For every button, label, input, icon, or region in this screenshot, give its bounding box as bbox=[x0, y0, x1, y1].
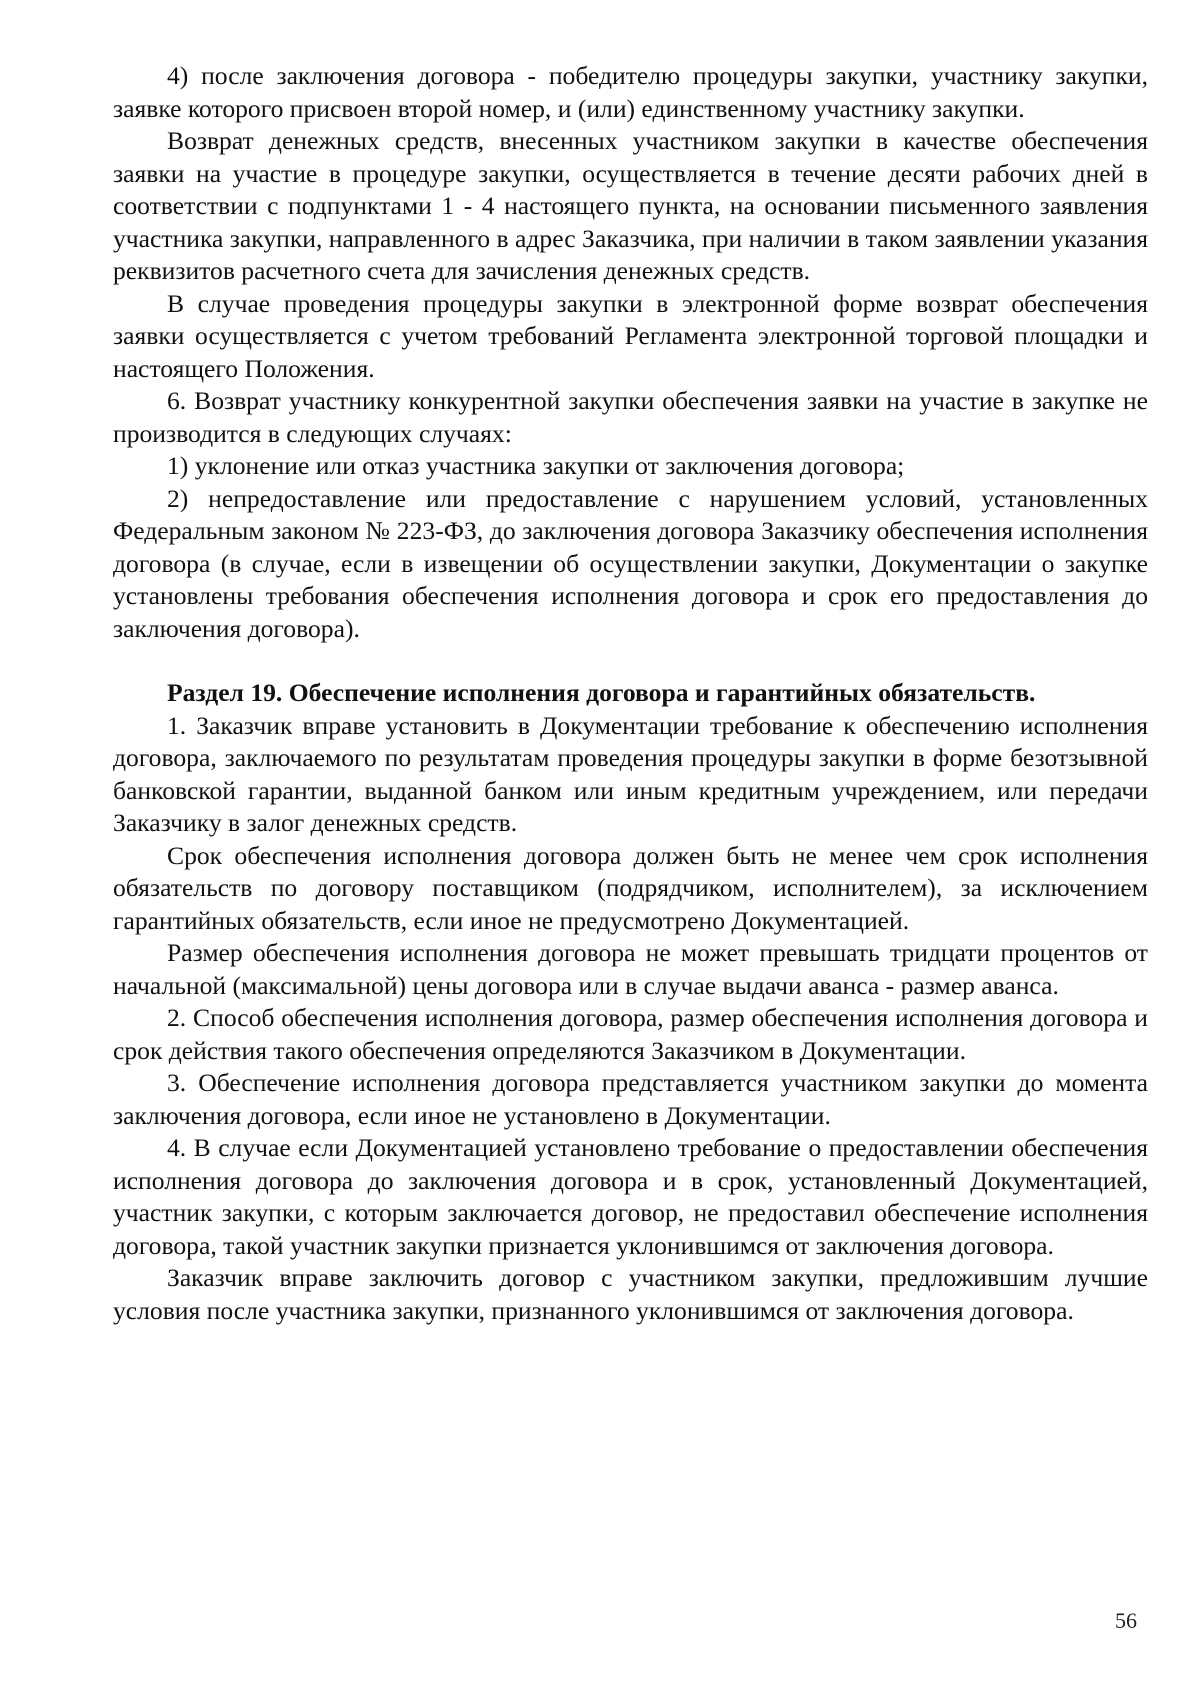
section-heading: Раздел 19. Обеспечение исполнения договора и гарантийных обязательств. bbox=[167, 678, 1036, 707]
paragraph: 1. Заказчик вправе установить в Документации требование к обеспечению исполнения договора, заключаемого по результатам проведения процедуры закупки в форме безотзывной банковской гарантии, выданной банком или иным кредитным учреждением, или передачи Заказчику в залог денежных средств. bbox=[113, 710, 1148, 837]
paragraph: 2) непредоставление или предоставление с нарушением условий, установленных Федеральным законом № 223-ФЗ, до заключения договора Заказчику обеспечения исполнения договора (в случае, если в извещении об осуществлении закупки, Документации о закупке установлены требования обеспечения исполнения договора и срок его предоставления до заключения договора). bbox=[113, 483, 1148, 643]
paragraph: 6. Возврат участнику конкурентной закупки обеспечения заявки на участие в закупке не производится в следующих случаях: bbox=[113, 386, 1148, 448]
page-number: 56 bbox=[1115, 1608, 1137, 1633]
paragraph: Размер обеспечения исполнения договора не может превышать тридцати процентов от начальной (максимальной) цены договора или в случае выдачи аванса - размер аванса. bbox=[113, 938, 1148, 1000]
document-body bbox=[113, 60, 1148, 1327]
paragraph: 2. Способ обеспечения исполнения договора, размер обеспечения исполнения договора и срок действия такого обеспечения определяются Заказчиком в Документации. bbox=[113, 1003, 1148, 1065]
paragraph: Заказчик вправе заключить договор с участником закупки, предложившим лучшие условия после участника закупки, признанного уклонившимся от заключения договора. bbox=[113, 1263, 1148, 1325]
paragraph: 3. Обеспечение исполнения договора представляется участником закупки до момента заключения договора, если иное не установлено в Документации. bbox=[113, 1068, 1148, 1130]
paragraph: В случае проведения процедуры закупки в электронной форме возврат обеспечения заявки осуществляется с учетом требований Регламента электронной торговой площадки и настоящего Положения. bbox=[113, 288, 1148, 383]
paragraph: 1) уклонение или отказ участника закупки от заключения договора; bbox=[167, 451, 905, 480]
paragraph: Срок обеспечения исполнения договора должен быть не менее чем срок исполнения обязательств по договору поставщиком (подрядчиком, исполнителем), за исключением гарантийных обязательств, если иное не предусмотрено Документацией. bbox=[113, 840, 1148, 935]
paragraph: Возврат денежных средств, внесенных участником закупки в качестве обеспечения заявки на участие в процедуре закупки, осуществляется в течение десяти рабочих дней в соответствии с подпунктами 1 - 4 настоящего пункта, на основании письменного заявления участника закупки, направленного в адрес Заказчика, при наличии в таком заявлении указания реквизитов расчетного счета для зачисления денежных средств. bbox=[113, 126, 1148, 285]
paragraph: 4. В случае если Документацией установлено требование о предоставлении обеспечения исполнения договора до заключения договора и в срок, установленный Документацией, участник закупки, с которым заключается договор, не предоставил обеспечение исполнения договора, такой участник закупки признается уклонившимся от заключения договора. bbox=[113, 1133, 1148, 1260]
paragraph: 4) после заключения договора - победителю процедуры закупки, участнику закупки, заявке которого присвоен второй номер, и (или) единственному участнику закупки. bbox=[113, 61, 1148, 123]
